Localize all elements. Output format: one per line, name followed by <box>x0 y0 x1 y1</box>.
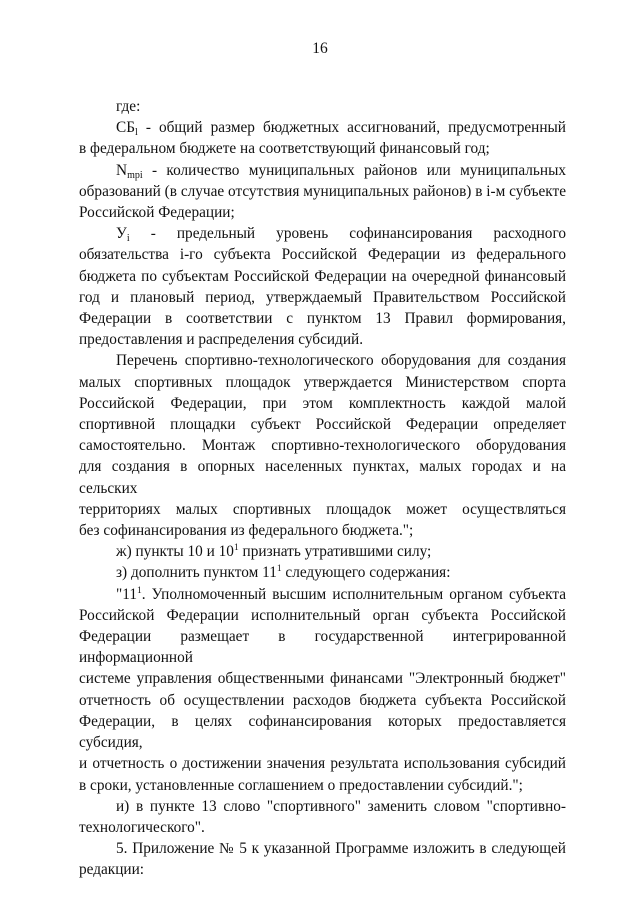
quote-text: . Уполномоченный высшим исполнительным органом субъекта <box>141 585 566 603</box>
n-definition-line-2: образований (в случае отсутствия муниципальных районов) в i-м субъекте <box>79 182 566 200</box>
quote-line-1 <box>79 584 566 605</box>
quote-line-5: отчетность об осуществлении расходов бюджета субъекта Российской <box>79 691 566 709</box>
item-i-line-1: и) в пункте 13 слово "спортивного" заменить словом "спортивно- <box>116 797 566 815</box>
item-zh-sup: 1 <box>233 543 239 554</box>
sb-definition-line-1 <box>79 117 566 138</box>
quote-line-7: и отчетность о достижении значения результата использования субсидий <box>79 755 566 773</box>
item-zh-text-end: признать утратившими силу; <box>238 543 432 561</box>
y-text: - предельный уровень софинансирования расходного <box>129 225 566 243</box>
document-body <box>79 96 566 881</box>
quote-number: "11 <box>116 585 137 603</box>
item-5-line-2: редакции: <box>79 861 145 879</box>
list-paragraph-line-7: территориях малых спортивных площадок может осуществляться <box>79 500 566 518</box>
n-symbol: N <box>116 161 128 179</box>
y-definition-line-5: Федерации в соответствии с пунктом 13 Правил формирования, <box>79 310 566 328</box>
quote-line-8: в сроки, установленные соглашением о предоставлении субсидий."; <box>79 776 523 794</box>
list-paragraph-line-4: спортивной площадки субъект Российской Федерации определяет <box>79 416 566 434</box>
list-paragraph-line-3: Российской Федерации, при этом комплектность каждой малой <box>79 394 566 412</box>
item-z <box>79 562 566 583</box>
item-z-sup: 1 <box>276 564 282 575</box>
list-paragraph-line-2: малых спортивных площадок утверждается Министерством спорта <box>79 373 566 391</box>
n-subscript: mpi <box>127 169 143 181</box>
item-z-text-end: следующего содержания: <box>281 564 451 582</box>
n-definition-line-1 <box>79 160 566 181</box>
y-definition-line-4: год и плановый период, утверждаемый Правительством Российской <box>79 288 566 306</box>
y-definition-line-6: предоставления и распределения субсидий. <box>79 331 364 349</box>
y-definition-line-3: бюджета по субъектам Российской Федерации на очередной финансовый <box>79 267 566 285</box>
where-label: где: <box>116 98 141 115</box>
sb-subscript: l <box>135 127 138 139</box>
item-5-line-1: 5. Приложение № 5 к указанной Программе изложить в следующей <box>116 840 566 858</box>
quote-sup: 1 <box>136 585 142 596</box>
sb-text: - общий размер бюджетных ассигнований, предусмотренный <box>137 119 566 137</box>
page-number: 16 <box>312 40 328 57</box>
item-zh <box>79 541 566 562</box>
y-definition-line-2: обязательства i-го субъекта Российской Федерации из федерального <box>79 246 566 264</box>
list-paragraph-line-5: самостоятельно. Монтаж спортивно-технологического оборудования <box>79 437 566 455</box>
item-zh-text: ж) пункты 10 и 10 <box>116 543 234 561</box>
n-text: - количество муниципальных районов или муниципальных <box>142 161 566 179</box>
y-subscript: i <box>126 233 130 245</box>
quote-line-3: Федерации размещает в государственной интегрированной информационной <box>79 628 566 667</box>
list-paragraph-line-8: без софинансирования из федерального бюджета."; <box>79 522 414 540</box>
quote-line-6: Федерации, в целях софинансирования которых предоставляется субсидия, <box>79 712 566 752</box>
y-definition-line-1 <box>79 223 566 244</box>
y-symbol: У <box>116 225 127 243</box>
sb-definition-line-2: в федеральном бюджете на соответствующий финансовый год; <box>79 140 490 158</box>
quote-line-4: системе управления общественными финансами "Электронный бюджет" <box>79 670 566 688</box>
n-definition-line-3: Российской Федерации; <box>79 204 235 222</box>
item-i-line-2: технологического". <box>79 818 205 836</box>
list-paragraph-line-6: для создания в опорных населенных пунктах, малых городах и на сельских <box>79 458 566 497</box>
sb-symbol: СБ <box>116 119 135 137</box>
list-paragraph-line-1: Перечень спортивно-технологического оборудования для создания <box>116 352 566 370</box>
item-z-text: з) дополнить пунктом 11 <box>116 564 277 582</box>
quote-line-2: Российской Федерации исполнительный орган субъекта Российской <box>79 606 566 624</box>
